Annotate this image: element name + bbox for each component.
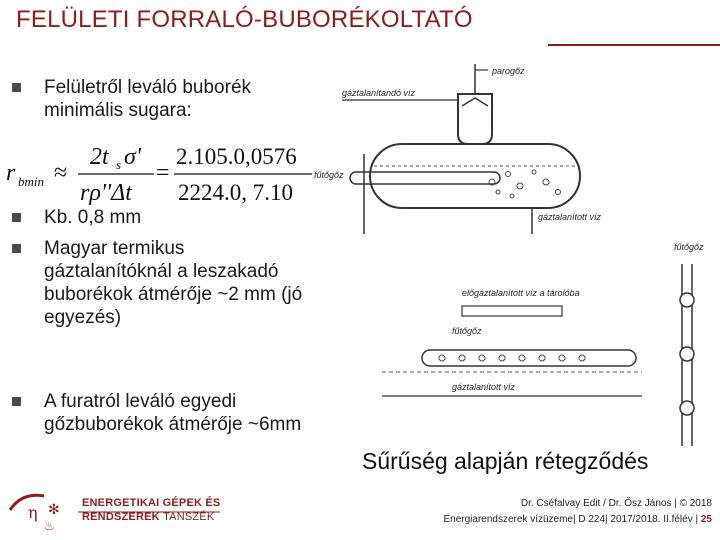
bubble (519, 355, 525, 361)
logo-swoosh (10, 495, 44, 510)
dome-baffle (462, 98, 488, 106)
bubble (579, 355, 585, 361)
heating-steam2-label: fűtőgőz (452, 326, 482, 336)
department-logo (8, 488, 224, 532)
bubble (539, 355, 545, 361)
pre-degassed-label: előgáztalanított víz a tárolóba (462, 288, 580, 298)
bubble (559, 355, 565, 361)
rising-bubble (680, 401, 694, 415)
degassed-water-label: gáztalanított víz (452, 382, 516, 392)
rising-bubble (680, 347, 694, 361)
slide-title: FELÜLETI FORRALÓ-BUBORÉKOLTATÓ (16, 6, 473, 33)
formula-lhs-subscript: bmin (18, 174, 44, 189)
formula-lhs: r (6, 160, 16, 186)
dome-outline (458, 94, 492, 144)
bubble (517, 183, 523, 189)
inlet-channel (462, 306, 562, 316)
bubble (506, 172, 511, 177)
water-out-label: gáztalanított víz (538, 212, 602, 222)
bullet-text: Felületről leváló buborék minimális sugara: (44, 77, 252, 121)
water-in-label: gáztalanítandó víz (342, 88, 416, 98)
bullet-marker (12, 397, 21, 406)
bubble (556, 190, 561, 195)
bubble (532, 170, 536, 174)
bubble-radius-formula (4, 138, 316, 208)
heating-steam-label: fűtőgőz (314, 170, 344, 180)
bullet-marker (12, 244, 21, 253)
right-steam-label: fűtőgőz (674, 242, 704, 252)
bubble (496, 190, 500, 194)
bubble (510, 194, 514, 198)
heating-tube (350, 172, 500, 184)
bullet-marker (12, 83, 21, 92)
logo-text-thin: TANSZÉK (163, 511, 215, 523)
page-number: 25 (700, 514, 712, 525)
formula-num1-subscript: s (116, 157, 122, 172)
formula-num2: 2.105.0,0576 (176, 144, 297, 169)
bubble (499, 355, 505, 361)
lower-tube (422, 350, 636, 366)
bubble (543, 179, 549, 185)
footer-authors: Dr. Cséfalvay Edit / Dr. Ősz János | © 2018 (520, 498, 712, 509)
logo-text-bold: RENDSZEREK (82, 511, 160, 523)
bullet-text: Kb. 0,8 mm (44, 207, 142, 228)
logo-flame-icon: ♨ (44, 519, 55, 532)
steam-label: parogőz (492, 66, 525, 76)
bubble (479, 355, 485, 361)
bullet-text: Magyar termikus gáztalanítóknál a leszakadó buborékok átmérője ~2 mm (jó egyezés) (44, 238, 303, 328)
deaerator-sketch (312, 54, 720, 454)
drum-outline (370, 144, 580, 208)
formula-approx: ≈ (54, 160, 68, 186)
diagram-caption: Sűrűség alapján rétegződés (362, 448, 649, 474)
slide-footer (443, 496, 712, 528)
bubble (459, 355, 465, 361)
bubble (439, 355, 445, 361)
lower-bubbles (439, 355, 585, 361)
logo-snowflake-icon: ✻ (48, 502, 60, 518)
footer-course-text: Energiarendszerek vízüzeme| D 224| 2017/2018. II.félév | (443, 514, 699, 525)
formula-den2: 2224.0, 7.10 (178, 180, 293, 205)
formula-den1: rρ''Δt (80, 180, 132, 206)
bullet-marker (12, 213, 21, 222)
bullet-text: A furatról leváló egyedi gőzbuborékok átmérője ~6mm (44, 391, 302, 435)
rising-bubble (680, 293, 694, 307)
formula-num1-tail: σ' (124, 144, 141, 170)
bubble-group (489, 170, 561, 198)
formula-num1: 2t (90, 144, 109, 170)
footer-course (443, 512, 712, 528)
formula-equals: = (156, 160, 170, 186)
title-underline (548, 44, 720, 46)
logo-eta-icon: η (28, 503, 38, 522)
logo-text-line1: ENERGETIKAI GÉPEK ÉS (82, 497, 221, 509)
logo-text-line2 (82, 511, 214, 523)
